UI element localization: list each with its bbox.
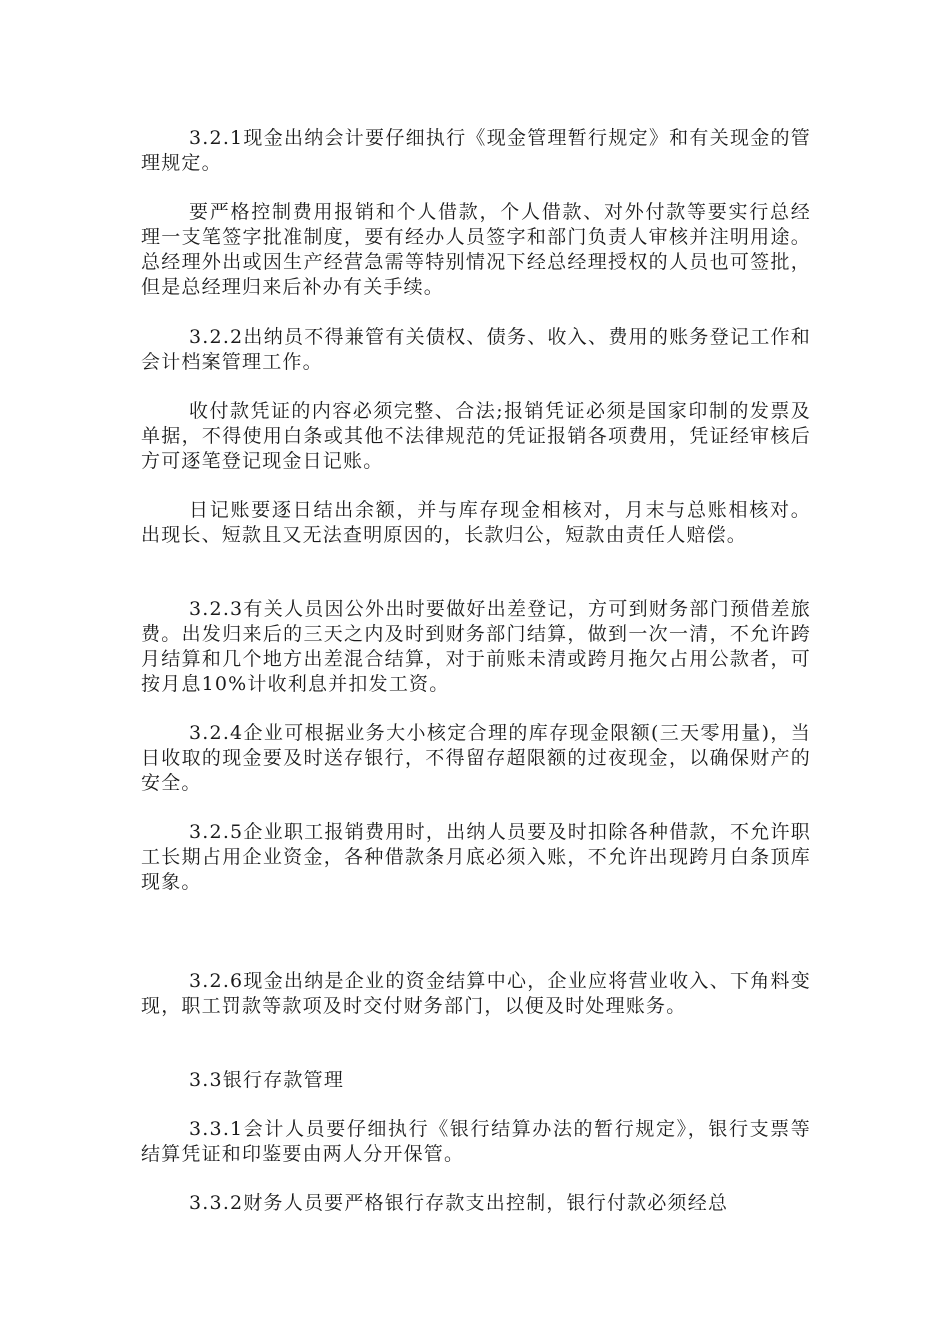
paragraph-expense-control: 要严格控制费用报销和个人借款，个人借款、对外付款等要实行总经理一支笔签字批准制度，要有经办人员签字和部门负责人审核并注明用途。总经理外出或因生产经营急需等特别情况下经总经理授权的人员也可签批，但是总经理归来后补办有关手续。	[141, 201, 811, 298]
paragraph-3-2-3: 3.2.3有关人员因公外出时要做好出差登记，方可到财务部门预借差旅费。出发归来后的三天之内及时到财务部门结算，做到一次一清，不允许跨月结算和几个地方出差混合结算，对于前账未清或跨月拖欠占用公款者，可按月息10%计收利息并扣发工资。	[141, 598, 811, 695]
paragraph-3-2-5: 3.2.5企业职工报销费用时，出纳人员要及时扣除各种借款，不允许职工长期占用企业资金，各种借款条月底必须入账，不允许出现跨月白条顶库现象。	[141, 821, 811, 893]
paragraph-3-2-2: 3.2.2出纳员不得兼管有关债权、债务、收入、费用的账务登记工作和会计档案管理工作。	[141, 326, 811, 373]
paragraph-3-3-2: 3.3.2财务人员要严格银行存款支出控制，银行付款必须经总	[189, 1192, 729, 1214]
section-heading-3-3: 3.3银行存款管理	[189, 1069, 345, 1091]
paragraph-3-2-6: 3.2.6现金出纳是企业的资金结算中心，企业应将营业收入、下角料变现，职工罚款等款项及时交付财务部门，以便及时处理账务。	[141, 970, 811, 1017]
paragraph-voucher-content: 收付款凭证的内容必须完整、合法;报销凭证必须是国家印制的发票及单据，不得使用白条或其他不法律规范的凭证报销各项费用，凭证经审核后方可逐笔登记现金日记账。	[141, 400, 811, 472]
paragraph-3-2-1: 3.2.1现金出纳会计要仔细执行《现金管理暂行规定》和有关现金的管理规定。	[141, 127, 811, 174]
paragraph-3-2-4: 3.2.4企业可根据业务大小核定合理的库存现金限额(三天零用量)，当日收取的现金要及时送存银行，不得留存超限额的过夜现金，以确保财产的安全。	[141, 722, 811, 794]
paragraph-daily-journal: 日记账要逐日结出余额，并与库存现金相核对，月末与总账相核对。出现长、短款且又无法查明原因的，长款归公，短款由责任人赔偿。	[141, 499, 811, 546]
paragraph-3-3-1: 3.3.1会计人员要仔细执行《银行结算办法的暂行规定》，银行支票等结算凭证和印鉴要由两人分开保管。	[141, 1118, 811, 1165]
